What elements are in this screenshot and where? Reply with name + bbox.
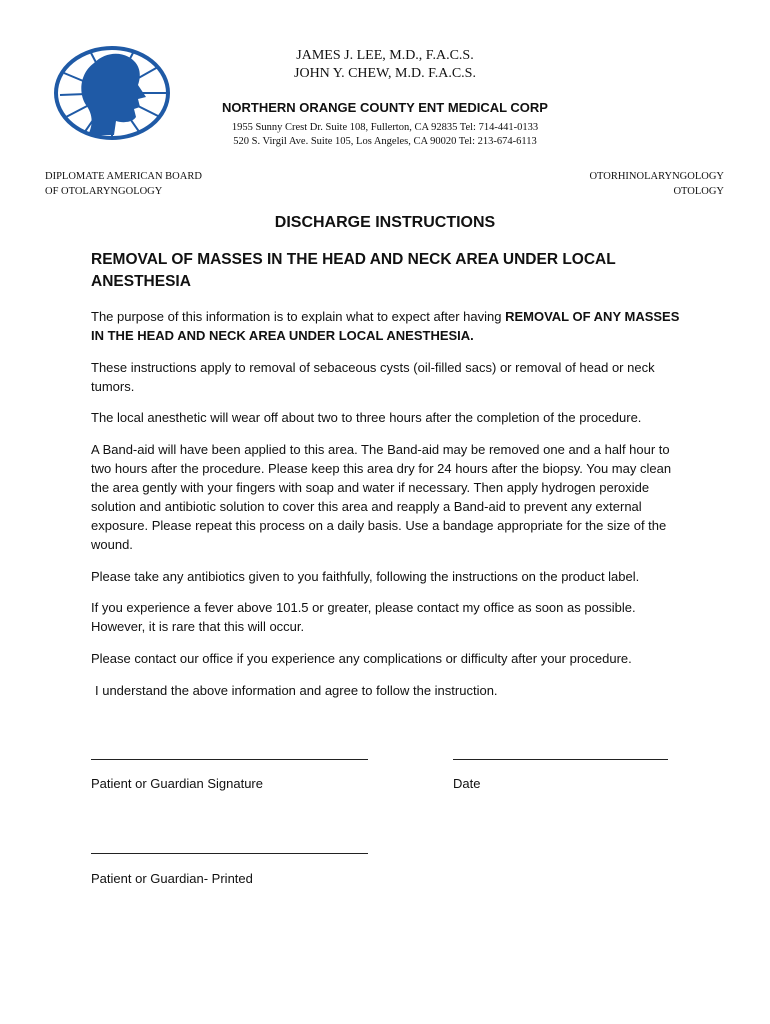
fever-paragraph: If you experience a fever above 101.5 or greater, please contact my office as soon as possible. However, it is rare that this will occur. xyxy=(91,600,636,634)
apply-paragraph: These instructions apply to removal of sebaceous cysts (oil-filled sacs) or removal of head or neck tumors. xyxy=(91,360,655,394)
address-fullerton: 1955 Sunny Crest Dr. Suite 108, Fullerton, CA 92835 Tel: 714-441-0133 xyxy=(231,122,539,133)
anesthetic-paragraph: The local anesthetic will wear off about two to three hours after the completion of the procedure. xyxy=(91,410,642,425)
patient-signature-line[interactable] xyxy=(91,759,368,760)
doctor-name-2: JOHN Y. CHEW, M.D. F.A.C.S. xyxy=(294,66,476,81)
document-title: DISCHARGE INSTRUCTIONS xyxy=(274,214,496,231)
corp-name: NORTHERN ORANGE COUNTY ENT MEDICAL CORP xyxy=(222,100,548,115)
purpose-procedure-bold: REMOVAL OF ANY MASSES IN THE HEAD AND NECK AREA UNDER LOCAL ANESTHESIA. xyxy=(91,309,680,343)
printed-name-label: Patient or Guardian- Printed xyxy=(91,871,253,886)
specialties xyxy=(589,169,724,199)
board-certification xyxy=(45,169,202,199)
board-line-2: OF OTOLARYNGOLOGY xyxy=(45,186,163,197)
specialty-line-1: OTORHINOLARYNGOLOGY xyxy=(589,171,724,182)
specialty-line-2: OTOLOGY xyxy=(673,186,724,197)
agreement-paragraph: I understand the above information and agree to follow the instruction. xyxy=(95,683,498,698)
date-label: Date xyxy=(453,776,481,791)
bandaid-paragraph: A Band-aid will have been applied to this area. The Band-aid may be removed one and a half hour to two hours after the procedure. Please keep this area dry for 24 hours after the biopsy. You may clean the area gently with your fingers with soap and water if necessary. Then apply hydrogen peroxide solution and antibiotic solution to cover this area and reapply a Band-aid to prevent any external exposure. Please repeat this process on a daily basis. Use a bandage appropriate for the size of the wound. xyxy=(91,442,672,552)
board-line-1: DIPLOMATE AMERICAN BOARD xyxy=(45,171,202,182)
address-los-angeles: 520 S. Virgil Ave. Suite 105, Los Angeles, CA 90020 Tel: 213-674-6113 xyxy=(233,136,537,147)
doctor-name-1: JAMES J. LEE, M.D., F.A.C.S. xyxy=(296,48,474,63)
date-line[interactable] xyxy=(453,759,668,760)
document-subtitle: REMOVAL OF MASSES IN THE HEAD AND NECK AREA UNDER LOCAL ANESTHESIA xyxy=(91,251,616,290)
antibiotics-paragraph: Please take any antibiotics given to you faithfully, following the instructions on the product label. xyxy=(91,569,640,584)
head-silhouette-logo-icon xyxy=(54,43,176,143)
patient-signature-label: Patient or Guardian Signature xyxy=(91,776,263,791)
contact-paragraph: Please contact our office if you experience any complications or difficulty after your procedure. xyxy=(91,651,632,666)
purpose-text: The purpose of this information is to explain what to expect after having xyxy=(91,309,506,324)
printed-name-line[interactable] xyxy=(91,853,368,854)
purpose-paragraph xyxy=(91,307,691,345)
